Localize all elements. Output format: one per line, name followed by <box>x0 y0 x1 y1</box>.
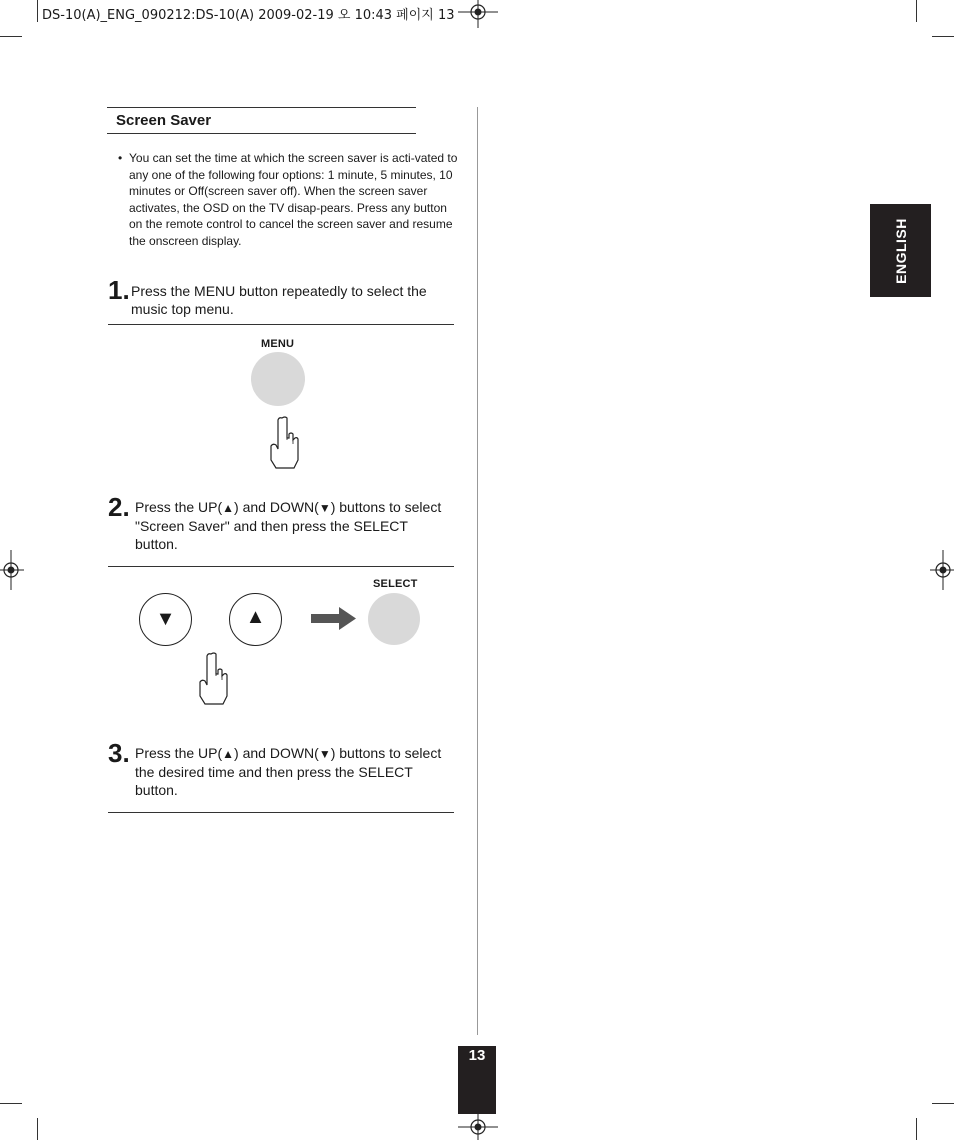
up-arrow-icon: ▲ <box>245 606 266 628</box>
language-tab <box>870 204 931 297</box>
select-label: SELECT <box>373 578 418 590</box>
step-text: Press the MENU button repeatedly to select the music top menu. <box>131 283 427 317</box>
step-text: Press the UP(▲) and DOWN(▼) buttons to select "Screen Saver" and then press the SELECT button. <box>135 499 442 552</box>
down-triangle-icon: ▼ <box>318 501 331 515</box>
column-divider <box>477 107 478 1035</box>
step-number: 2. <box>108 492 130 522</box>
registration-mark-bottom <box>458 1114 498 1140</box>
menu-label: MENU <box>261 338 295 350</box>
divider <box>108 812 454 813</box>
right-arrow-icon <box>311 607 357 631</box>
step-number: 3. <box>108 738 130 768</box>
language-tab-label: ENGLISH <box>892 217 909 284</box>
page-number-tab <box>458 1046 496 1114</box>
step-text: Press the UP(▲) and DOWN(▼) buttons to select the desired time and then press the SELECT button. <box>135 745 442 798</box>
section-heading <box>107 107 416 134</box>
registration-mark-top <box>458 0 498 28</box>
up-triangle-icon: ▲ <box>222 747 235 761</box>
section-title: Screen Saver <box>116 112 212 129</box>
hand-pointer-icon <box>268 416 304 470</box>
registration-mark-right <box>930 550 954 590</box>
divider <box>108 566 454 567</box>
menu-button[interactable] <box>251 352 305 406</box>
page-number: 13 <box>468 1047 486 1064</box>
print-slug: DS-10(A)_ENG_090212:DS-10(A) 2009-02-19 오 10:43 페이지 13 <box>42 8 455 23</box>
hand-pointer-icon <box>197 652 233 706</box>
down-triangle-icon: ▼ <box>318 747 331 761</box>
bullet-dot: • <box>118 151 123 165</box>
registration-mark-left <box>0 550 24 590</box>
down-arrow-icon: ▼ <box>155 608 176 630</box>
step-number: 1. <box>108 275 130 305</box>
up-button[interactable] <box>229 593 282 646</box>
divider <box>108 324 454 325</box>
down-button[interactable] <box>139 593 192 646</box>
up-triangle-icon: ▲ <box>222 501 235 515</box>
intro-text: You can set the time at which the screen saver is acti-vated to any one of the following four options: 1 minute, 5 minutes, 10 minutes or Off(screen saver off). When the screen saver activates, the OSD on the TV disap-pears. Press any button on the remote control to cancel the screen saver and resume the onscreen display. <box>129 151 458 248</box>
select-button[interactable] <box>368 593 420 645</box>
